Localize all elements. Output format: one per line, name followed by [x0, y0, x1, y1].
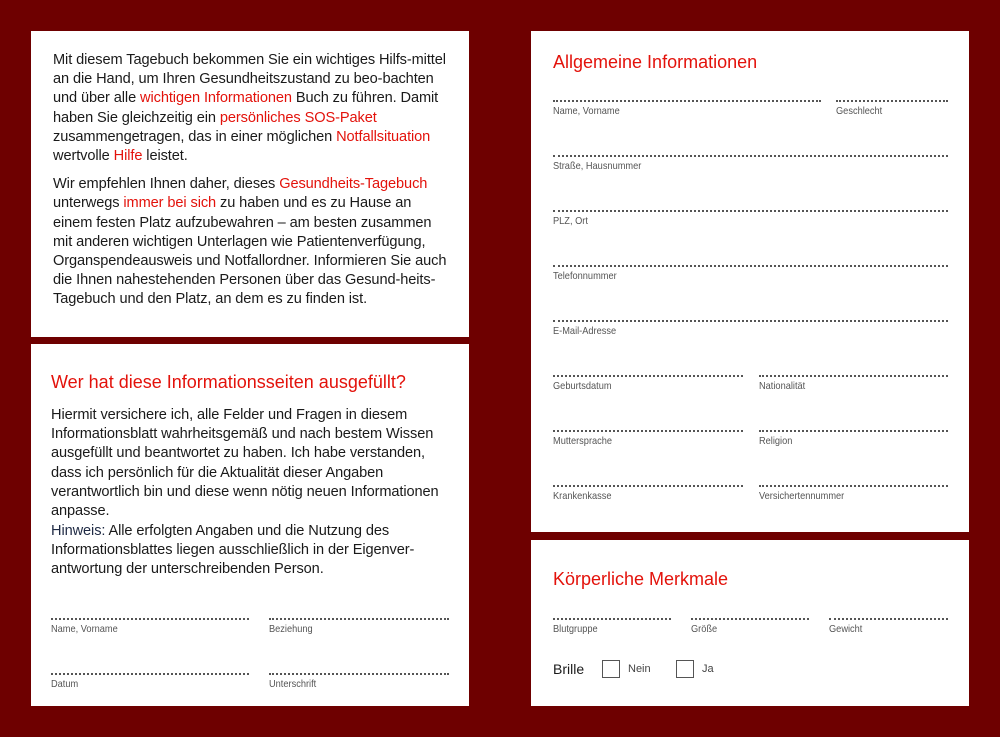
email-field[interactable]: E-Mail-Adresse [553, 320, 948, 337]
highlight-text: persönliches SOS-Paket [219, 109, 377, 126]
intro-paragraph-1 [53, 51, 447, 166]
highlight-text: immer bei sich [123, 195, 217, 212]
body-text: wertvolle [53, 148, 114, 165]
body-text: leistet. [142, 148, 188, 165]
language-field[interactable]: Muttersprache [553, 430, 743, 447]
glasses-yes-label: Ja [702, 663, 714, 675]
filled-by-panel [31, 344, 469, 706]
highlight-text: wichtigen Informationen [140, 90, 292, 107]
glasses-no-checkbox[interactable] [602, 660, 620, 678]
general-info-title: Allgemeine Informationen [553, 52, 758, 72]
highlight-text: Gesundheits-Tagebuch [279, 176, 428, 193]
signature-field[interactable]: Unterschrift [269, 673, 449, 690]
general-info-panel [531, 31, 969, 532]
note-label: Hinweis: [51, 523, 106, 539]
phone-field[interactable]: Telefonnummer [553, 265, 948, 282]
body-text: zusammengetragen, das in einer möglichen [53, 128, 337, 145]
religion-field[interactable]: Religion [759, 430, 948, 447]
nationality-field[interactable]: Nationalität [759, 375, 948, 392]
insurance-number-field[interactable]: Versichertennummer [759, 485, 948, 502]
street-field[interactable]: Straße, Hausnummer [553, 155, 948, 172]
insurance-field[interactable]: Krankenkasse [553, 485, 743, 502]
body-text: Mit diesem Tagebuch bekommen Sie ein wichtiges Hilfs-mittel an die Hand, um Ihren Gesundheitszustand zu beo-bachten und über alle [53, 52, 446, 107]
body-text: zu haben und es zu Hause an einem festen Platz aufzubewahren – am besten zusammen mit anderen wichtigen Unterlagen wie Patientenverfügung, Organspendeausweis und Notfallordner. Informieren Sie auch die Ihnen nahestehenden Personen über das Gesund-heits-Tagebuch und den Platz, an dem es zu finden ist. [53, 195, 447, 308]
filled-by-title: Wer hat diese Informationsseiten ausgefüllt? [51, 372, 406, 392]
declaration-text: Hiermit versichere ich, alle Felder und Fragen in diesem Informationsblatt wahrheitsgemäß und nach bestem Wissen ausgefüllt und beantwortet zu haben. Ich habe verstanden, dass ich persönlich für die Aktualität dieser Angaben verantwortlich bin und diese wenn nötig neuen Informationen anpasse. [51, 407, 439, 520]
height-field[interactable]: Größe [691, 618, 809, 635]
note-text [51, 522, 451, 580]
weight-field[interactable]: Gewicht [829, 618, 948, 635]
signer-name-field[interactable]: Name, Vorname [51, 618, 249, 635]
relation-field[interactable]: Beziehung [269, 618, 449, 635]
intro-paragraph-2 [53, 175, 447, 309]
date-field[interactable]: Datum [51, 673, 249, 690]
intro-panel [31, 31, 469, 337]
name-field[interactable]: Name, Vorname [553, 100, 821, 117]
gender-field[interactable]: Geschlecht [836, 100, 948, 117]
glasses-yes-checkbox[interactable] [676, 660, 694, 678]
body-text: unterwegs [53, 195, 124, 212]
glasses-row [553, 660, 714, 678]
body-text: Wir empfehlen Ihnen daher, dieses [53, 176, 280, 193]
body-text: Buch zu führen. Damit haben Sie gleichzeitig ein [53, 90, 439, 126]
note-body: Alle erfolgten Angaben und die Nutzung des Informationsblattes liegen ausschließlich in der Eigenver-antwortung der unterschreibenden Person. [51, 523, 415, 578]
glasses-no-label: Nein [628, 663, 651, 675]
blood-type-field[interactable]: Blutgruppe [553, 618, 671, 635]
glasses-label: Brille [553, 661, 585, 677]
highlight-text: Notfallsituation [336, 128, 431, 145]
highlight-text: Hilfe [113, 148, 143, 165]
birthdate-field[interactable]: Geburtsdatum [553, 375, 743, 392]
body-characteristics-panel [531, 540, 969, 706]
city-field[interactable]: PLZ, Ort [553, 210, 948, 227]
body-characteristics-title: Körperliche Merkmale [553, 569, 729, 589]
